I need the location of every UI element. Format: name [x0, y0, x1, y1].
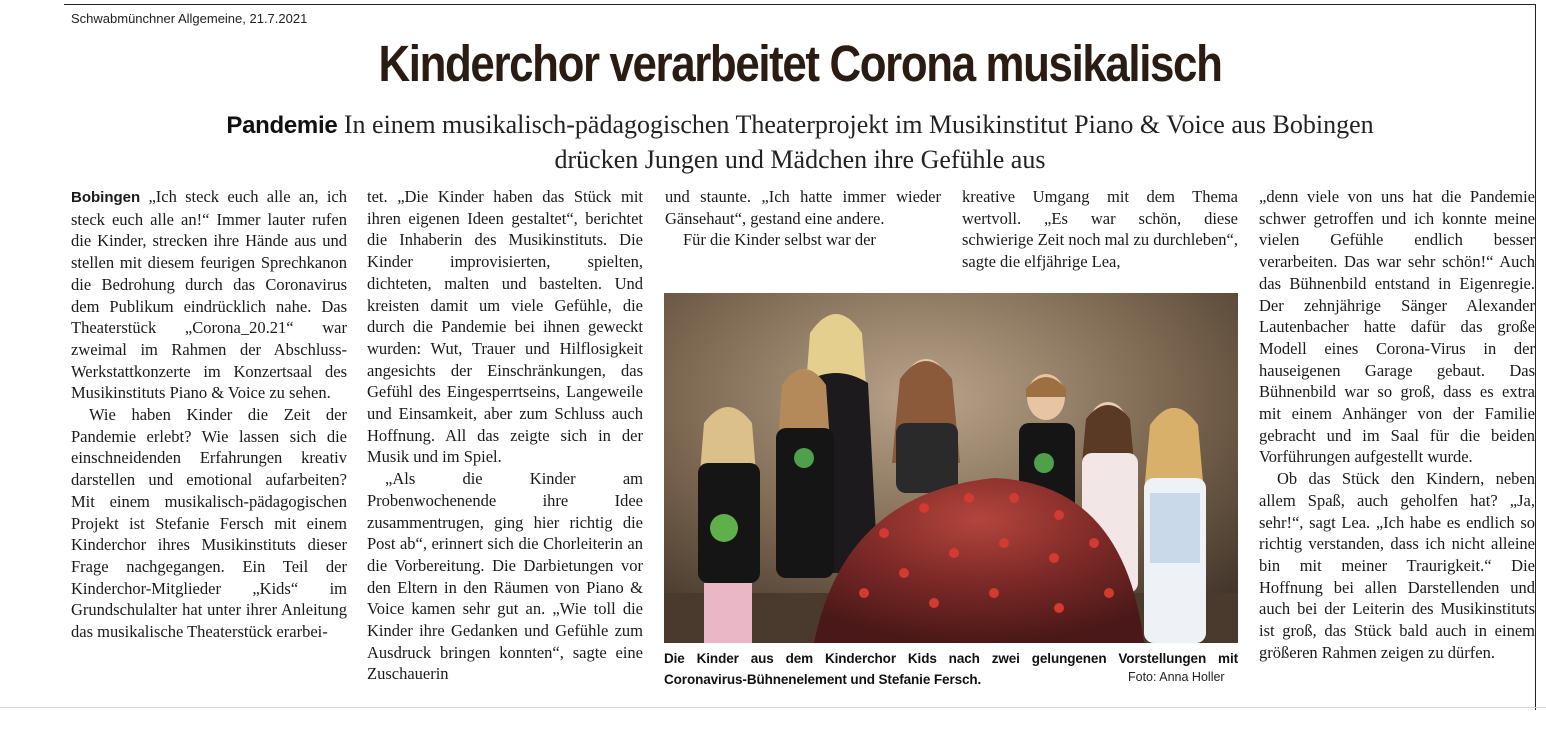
article-column-1	[71, 186, 347, 643]
article-column-3	[665, 186, 941, 251]
bottom-rule	[0, 707, 1546, 708]
subhead-line-1: In einem musikalisch-pädagogischen Theaterprojekt im Musikinstitut Piano & Voice aus Bobingen	[343, 110, 1374, 139]
article-photo	[664, 293, 1238, 643]
top-rule	[64, 4, 1536, 5]
dateline: Bobingen	[71, 189, 141, 206]
paragraph: Bobingen „Ich steck euch alle an, ich steck euch alle an!“ Immer lauter rufen die Kinder, strecken ihre Hände aus und stellen mit diesem feurigen Sprechkanon die Bedrohung durch das Coronavirus dem Publikum eindrücklich nahe. Das Theaterstück „Corona_20.21“ war zweimal im Rahmen der Abschluss-Werkstattkonzerte im Konzertsaal des Musikinstituts Piano & Voice zu sehen.	[71, 187, 347, 403]
paragraph: kreative Umgang mit dem Thema wertvoll. „Es war schön, diese schwierige Zeit noch mal zu durchleben“, sagte die elfjährige Lea,	[962, 187, 1238, 272]
headline: Kinderchor verarbeitet Corona musikalisch	[378, 35, 1222, 92]
article-column-5	[1259, 186, 1535, 663]
paragraph: tet. „Die Kinder haben das Stück mit ihren eigenen Ideen gestaltet“, berichtet die Inhaberin des Musikinstituts. Die Kinder improvisierten, spielten, dichteten, malten und bastelten. Und kreisten damit um viele Gefühle, die durch die Pandemie bei ihnen geweckt wurden: Wut, Trauer und Hilflosigkeit angesichts der Einschränkungen, das Gefühl des Eingesperrtseins, Langeweile und Einsamkeit, aber zum Schluss auch Hoffnung. All das zeigte sich in der Musik und im Spiel.	[367, 187, 643, 467]
paragraph: und staunte. „Ich hatte immer wieder Gänsehaut“, gestand eine andere.	[665, 187, 941, 228]
paragraph: Ob das Stück den Kindern, neben allem Spaß, auch geholfen hat? „Ja, sehr!“, sagt Lea. „Ich habe es endlich so richtig verstanden, dass ich nicht alleine bin mit meiner Traurigkeit.“ Die Hoffnung bei allen Darstellenden und auch bei der Leiterin des Musikinstituts ist groß, das Stück bald auch in einem größeren Rahmen zeigen zu dürfen.	[1259, 469, 1535, 662]
article-column-4	[962, 186, 1238, 273]
paragraph: „Als die Kinder am Probenwochenende ihre Idee zusammentrugen, ging hier richtig die Post ab“, erinnert sich die Chorleiterin an die Vorbereitung. Die Darbietungen vor den Eltern in den Räumen von Piano & Voice kamen sehr gut an. „Wie toll die Kinder ihre Gedanken und Gefühle zum Ausdruck bringen konnten“, sagte eine Zuschauerin	[367, 469, 643, 684]
source-line: Schwabmünchner Allgemeine, 21.7.2021	[71, 11, 308, 26]
photo-illustration	[664, 293, 1238, 643]
paragraph: „denn viele von uns hat die Pandemie schwer getroffen und ich konnte meine vielen Gefühle endlich besser verarbeiten. Das war sehr schön!“ Auch das Bühnenbild entstand in Eigenregie. Der zehnjährige Sänger Alexander Lautenbacher hatte dafür das große Modell eines Corona-Virus in der hauseigenen Garage gebaut. Das Bühnenbild war so groß, dass es extra mit einem Anhänger von der Familie gebracht und im Saal für die beiden Vorführungen aufgestellt wurde.	[1259, 187, 1535, 467]
subhead-line-2: drücken Jungen und Mädchen ihre Gefühle aus	[554, 145, 1046, 174]
photo-caption: Die Kinder aus dem Kinderchor Kids nach zwei gelungenen Vorstellungen mit Coronavirus-Bühnenelement und Stefanie Fersch.	[664, 651, 1238, 687]
photo-credit: Foto: Anna Holler	[1128, 670, 1225, 684]
subheadline	[64, 108, 1536, 177]
article-column-2	[367, 186, 643, 685]
paragraph: Wie haben Kinder die Zeit der Pandemie erlebt? Wie lassen sich die einschneidenden Erfahrungen kreativ darstellen und emotional aufarbeiten? Mit einem musikalisch-pädagogischen Projekt ist Stefanie Fersch mit einem Kinderchor ihres Musikinstituts dieser Frage nachgegangen. Ein Teil der Kinderchor-Mitglieder „Kids“ im Grundschulalter hat unter ihrer Anleitung das musikalische Theaterstück erarbei-	[71, 405, 347, 642]
paragraph: Für die Kinder selbst war der	[683, 230, 876, 250]
subhead-keyword: Pandemie	[226, 112, 338, 139]
